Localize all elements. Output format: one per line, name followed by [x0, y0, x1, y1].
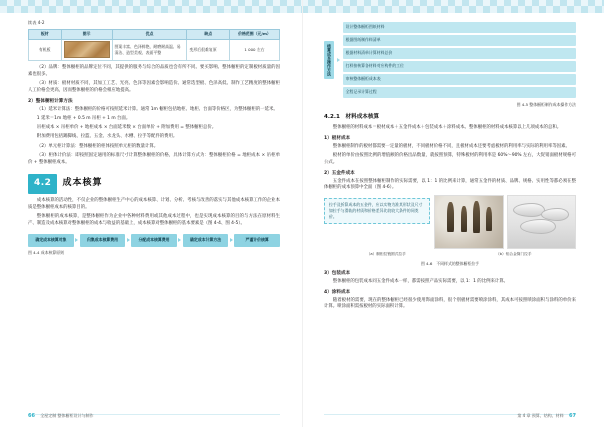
panel-cost-para-1: 整体橱柜制作的板材都需要一定量的板材，不同板材价格不同，且板材成本还要考虑板材的利用率与实际的利用率等因素。 [332, 143, 570, 149]
arrow-right-icon [178, 238, 181, 242]
th-material: 板材 [29, 29, 62, 39]
arrow-right-icon [337, 58, 340, 62]
panel-cost-heading: 1）板材成本 [324, 135, 351, 141]
flow-item-3: 根据材料清单计算材料总价 [343, 48, 576, 59]
photo-caption-b: （b）铝合金筒门拉手 [495, 251, 532, 256]
cell-price: 1 000 左右 [229, 39, 279, 60]
photo-caption-a: （a）橱柜拉链圆式拉手 [366, 251, 406, 256]
right-intro: 整体橱柜的材料成本＝板材成本＋五金件成本＋包装成本＋涂料成本。整体橱柜的材料成本核算以上几项成本的总和。 [332, 124, 562, 130]
table-caption: 续表 4-2 [28, 20, 45, 25]
flow-vertical-label: 核算成本操作方法 [324, 41, 334, 79]
table-row [29, 39, 280, 60]
side-note-box: 拉手及折算成本的五金件，应以实物为准其形状及尺寸如拉手与滑轨的材质和价格差异比较较大条件的同类价。 [324, 198, 430, 225]
method-heading: 2）整体橱柜计算方法 [28, 99, 73, 105]
flow-step-5: 严谨计价核算 [234, 234, 280, 246]
flow-item-1: 设计整体橱柜图纸材料 [343, 22, 576, 33]
figure-caption-4-6: 图 4-6 不同样式的整体橱柜拉手 [420, 260, 480, 266]
subsection-heading: 4.2.1 材料成本核算 [324, 113, 380, 120]
coating-cost-para: 随着板材的需要，现在的整体橱柜已经很少使用饰面涂料，很个别板材需要喷涂涂料，其成本可按照喷涂面积与涂料的单价来计算。喷涂面积需按板材的实际面积计算。 [324, 297, 576, 310]
wood-grain-swatch-icon [64, 41, 110, 58]
left-para-2: （3）材质：板材材质不同，其加工工艺、光亮、色泽等因素会影响造价。通常选型板、色泽高低、制作工艺精度的整体橱柜人工价格会更高，因而整体橱柜的价格会相应地提高。 [28, 80, 280, 93]
section-title: 成本核算 [62, 178, 103, 189]
flow-step-4: 确定成本计算方法 [183, 234, 229, 246]
arrow-right-icon [75, 238, 78, 242]
right-page-column [324, 20, 576, 314]
cost-accounting-flow [28, 234, 280, 246]
cost-operation-flow [324, 22, 576, 98]
page-number-right: 67 [569, 413, 576, 420]
section-banner [28, 174, 280, 194]
materials-table [28, 29, 280, 61]
cell-material-image [61, 39, 112, 60]
section-para-1: 成本核算的活动性，不仅企业的整体橱柜生产中心的成本核算、计划、分析、考核与改善的落实与其他成本核算工作的企业本质是整体橱柜成本的核算目的。 [28, 198, 280, 211]
method-para-6: （3）柜体计价法：即按照固定通用的标准尺寸计算整体橱柜的价格，具体计算方式为：整体橱柜价格 = 地柜成本 × 吊柜单价 + 整体橱柜成本。 [28, 152, 280, 165]
footer-text-left: 全屋定制 整体橱柜设计与制作 [40, 413, 94, 419]
cell-pros: 图案丰富、色泽鲜艳、耐磨耐高温、易清洁、造型美观、表面平整 [112, 39, 187, 60]
th-pros: 优点 [112, 29, 187, 39]
coating-cost-heading: 4）涂料成本 [324, 290, 351, 295]
method-para-4: 附加费用包括踢脚线、拉篮、五金、水龙头、水槽、拉手等配件的费用。 [36, 134, 178, 140]
footer-left [28, 413, 94, 421]
method-para-2: 1 延米＝1m 地柜 + 0.5 m 吊柜 + 1 m 台面。 [36, 115, 131, 121]
panel-cost-para-2: 板材的单价由按照比例的增值额的价格出品数量，就按照预算，特殊板材的利用率是 60%～90% 左右，大促销面板材规格可公式。 [324, 152, 576, 165]
flow-item-2: 根据图纸制作料清单 [343, 35, 576, 46]
flow-step-2: 归集成本核算费用 [80, 234, 126, 246]
th-cons: 缺点 [187, 29, 229, 39]
hardware-cost-para: 五金件成本在按照整体橱柜制作的实际需要，以 1：1 的比例来计算，通常五金件的材质、品牌、规格、实用性等都必须在整体橱柜的成本预算中全面（图 4-6）。 [324, 178, 576, 191]
table-header-row [29, 29, 280, 39]
left-para-1: （2）品牌：整体橱柜的品牌定位不同，其提供的服务与综合的品质也会有所不同。要买影响、整体橱柜的定制板材质量的因素也很多。 [28, 64, 280, 77]
cell-cons: 变形后很难复原 [187, 39, 229, 60]
flow-step-1: 确定成本核算对象 [28, 234, 74, 246]
left-page-column [28, 20, 280, 256]
handle-photo [507, 195, 577, 249]
flow-item-5: 审核整体橱柜成本表 [343, 74, 576, 85]
figure-4-6-photos [434, 195, 576, 249]
method-para-5: （2）单元柜计算法：整体橱柜的柜体按照单元柜的数量计算。 [36, 143, 159, 149]
arrow-right-icon [230, 238, 233, 242]
flow-item-list [343, 22, 576, 98]
flow-item-6: 全程记录计算过程 [343, 87, 576, 98]
footer-right [517, 413, 576, 421]
footer-text-right: 第 4 章 预算、结构、材料 [517, 413, 564, 419]
flow-item-4: 打样按核算各材料对应构件的工位 [343, 61, 576, 72]
cell-material-name: 有机板 [29, 39, 62, 60]
flow-step-3: 分配成本核算费用 [131, 234, 177, 246]
knob-photo [434, 195, 504, 249]
method-para-1: （1）延米计算法：整体橱柜的价格可按照延米计算。通常 1m 橱柜包括地柜、地柜、台面等价格区，为整体橱柜的一延米。 [36, 106, 278, 112]
book-spine [302, 0, 303, 427]
hardware-cost-heading: 2）五金件成本 [324, 170, 355, 176]
figure-caption-4-5: 图 4-5 整体橱柜制作成本操作方法 [516, 101, 576, 107]
section-para-2: 整体橱柜的成本核算，是整体橱柜作为企业中各种材料费用或其他成本过程中，也是实现成本核算的目的与方法在原材料生产、制造及成本核算对整体橱柜的成本与收益的基础上，成本核算对整体橱柜的基本要素是（图 4-4、图 4-5）。 [28, 214, 280, 227]
arrow-right-icon [127, 238, 130, 242]
packaging-cost-heading: 3）包装成本 [324, 271, 351, 277]
method-para-3: 吊柜成本 × 吊柜单价 + 地柜成本 × 台面延米数 × 台面单价 + 附加费用 = 整体橱柜总价。 [36, 125, 217, 131]
th-image: 图示 [61, 29, 112, 39]
figure-caption-4-4: 图 4-4 成本核算原则 [28, 249, 65, 255]
section-number: 4.2 [28, 174, 57, 194]
th-price: 价格范围（元/m） [229, 29, 279, 39]
page-number-left: 66 [28, 413, 35, 420]
packaging-cost-para: 整体橱柜的包装成本同五金件成本一样，都需按照产品实际需要，以 1：1 的比例来计算。 [332, 278, 509, 284]
